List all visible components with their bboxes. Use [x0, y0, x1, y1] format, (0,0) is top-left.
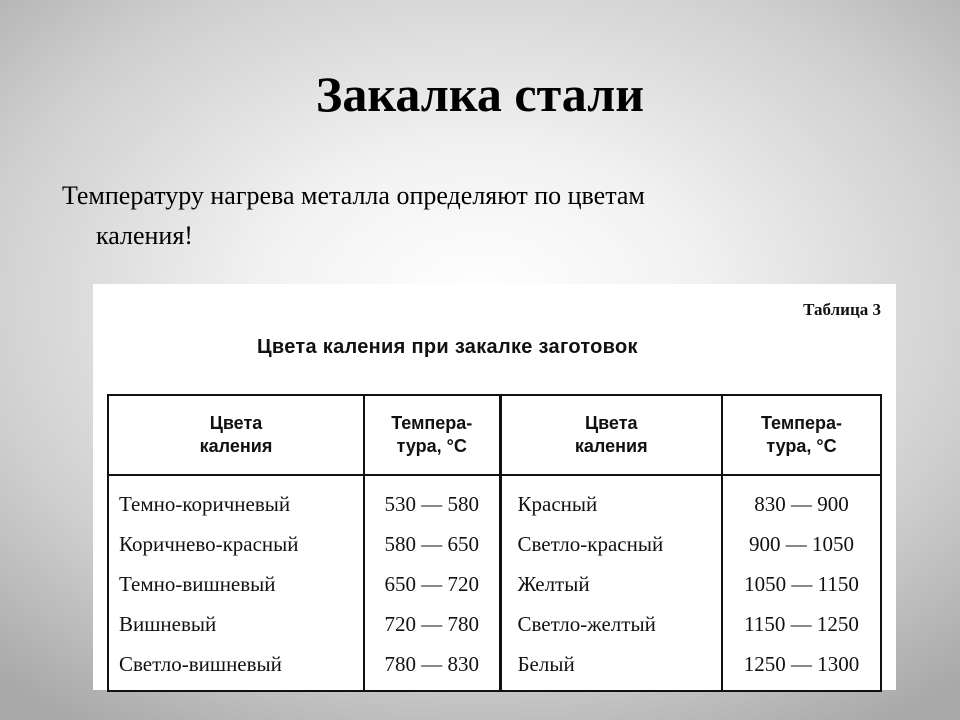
table-title: Цвета каления при закалке заготовок	[257, 336, 638, 358]
slide-title: Закалка стали	[315, 66, 645, 122]
intro-line-1: Температуру нагрева металла определяют по цветам	[62, 181, 645, 210]
cell-temp-right: 1050 — 1150	[722, 564, 881, 604]
table-row	[108, 644, 881, 691]
cell-color-left: Коричнево-красный	[108, 524, 364, 564]
header-color-right: Цвета каления	[500, 395, 722, 475]
header-color-left: Цвета каления	[108, 395, 364, 475]
header-temp-left: Темпера-тура, °С	[364, 395, 500, 475]
table-row	[108, 524, 881, 564]
cell-color-right: Красный	[500, 475, 722, 524]
cell-color-left: Темно-вишневый	[108, 564, 364, 604]
cell-color-left: Темно-коричневый	[108, 475, 364, 524]
cell-temp-left: 650 — 720	[364, 564, 500, 604]
cell-color-right: Белый	[500, 644, 722, 691]
table-row	[108, 604, 881, 644]
cell-color-right: Светло-красный	[500, 524, 722, 564]
table-row	[108, 564, 881, 604]
table-row	[108, 475, 881, 524]
cell-temp-right: 900 — 1050	[722, 524, 881, 564]
glow-colors-table	[107, 394, 882, 692]
header-temp-right: Темпера-тура, °С	[722, 395, 881, 475]
cell-color-left: Вишневый	[108, 604, 364, 644]
cell-temp-right: 830 — 900	[722, 475, 881, 524]
table-caption: Таблица 3	[803, 300, 881, 319]
cell-temp-left: 530 — 580	[364, 475, 500, 524]
cell-color-right: Желтый	[500, 564, 722, 604]
cell-temp-right: 1150 — 1250	[722, 604, 881, 644]
cell-temp-left: 720 — 780	[364, 604, 500, 644]
intro-line-2: каления!	[96, 221, 193, 250]
cell-color-left: Светло-вишневый	[108, 644, 364, 691]
cell-color-right: Светло-желтый	[500, 604, 722, 644]
intro-text	[62, 176, 822, 256]
glow-colors-table-figure	[93, 284, 896, 690]
cell-temp-left: 580 — 650	[364, 524, 500, 564]
cell-temp-right: 1250 — 1300	[722, 644, 881, 691]
table-header-row	[108, 395, 881, 475]
cell-temp-left: 780 — 830	[364, 644, 500, 691]
